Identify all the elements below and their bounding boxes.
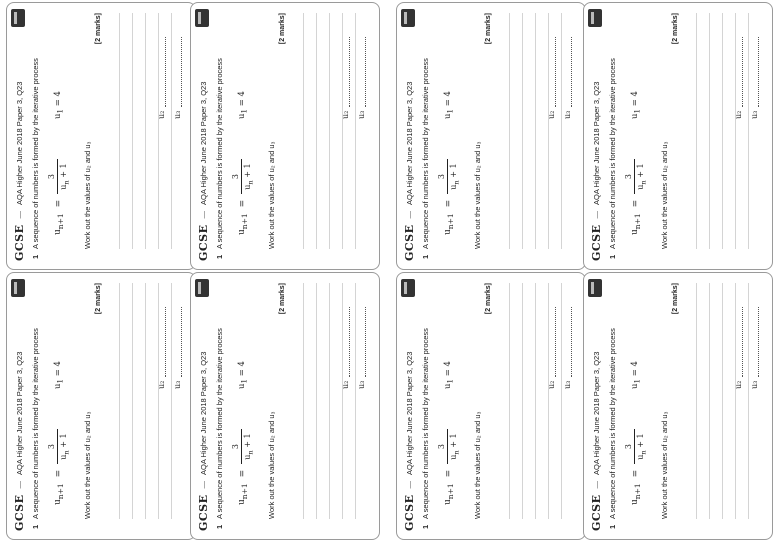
fraction: 3 $u_n + 1$ [47, 159, 71, 193]
question-number: 1 [608, 254, 617, 259]
question-stem: A sequence of numbers is formed by the iterative process [215, 58, 224, 249]
question-number: 1 [421, 524, 430, 529]
fraction: 3 $u_n + 1$ [437, 429, 461, 463]
card-header: GCSE — AQA Higher June 2018 Paper 3, Q23 [590, 351, 603, 531]
question-card [190, 2, 380, 270]
question-stem: A sequence of numbers is formed by the iterative process [215, 328, 224, 519]
question-number: 1 [215, 254, 224, 259]
question-stem: A sequence of numbers is formed by the iterative process [421, 58, 430, 249]
gcse-label: GCSE [13, 494, 26, 531]
iterative-formula: $u_{n+1}$ = 3 $u_n + 1$ [47, 429, 71, 505]
question-stem: A sequence of numbers is formed by the iterative process [31, 328, 40, 519]
answer-u2[interactable]: u₂ [157, 307, 166, 389]
gcse-label: GCSE [13, 224, 26, 261]
question-card [190, 272, 380, 540]
answer-u3[interactable]: u₃ [173, 307, 182, 389]
calculator-icon [11, 9, 25, 27]
initial-term: $u_1 = 4$ [630, 361, 642, 389]
initial-term: $u_1 = 4$ [237, 361, 249, 389]
exam-reference: AQA Higher June 2018 Paper 3, Q23 [405, 351, 414, 476]
fraction: 3 $u_n + 1$ [231, 159, 255, 193]
gcse-label: GCSE [403, 224, 416, 261]
exam-reference: AQA Higher June 2018 Paper 3, Q23 [199, 351, 208, 476]
initial-term: $u_1 = 4$ [630, 91, 642, 119]
calculator-icon [11, 279, 25, 297]
answer-u3[interactable]: u₃ [357, 307, 366, 389]
iterative-formula: $u_{n+1}$ = 3 $u_n + 1$ [231, 429, 255, 505]
gcse-label: GCSE [197, 224, 210, 261]
gcse-label: GCSE [197, 494, 210, 531]
iterative-formula: $u_{n+1}$ = 3 $u_n + 1$ [437, 159, 461, 235]
marks-label: [2 marks] [95, 13, 102, 45]
card-header: GCSE — AQA Higher June 2018 Paper 3, Q23 [590, 81, 603, 261]
calculator-icon [195, 279, 209, 297]
work-out-instruction: Work out the values of u₂ and u₃ [660, 141, 669, 249]
question-card [6, 2, 196, 270]
iterative-formula: $u_{n+1}$ = 3 $u_n + 1$ [624, 159, 648, 235]
iterative-formula: $u_{n+1}$ = 3 $u_n + 1$ [231, 159, 255, 235]
card-header: GCSE — AQA Higher June 2018 Paper 3, Q23 [13, 351, 26, 531]
marks-label: [2 marks] [279, 283, 286, 315]
answer-u2[interactable]: u₂ [547, 307, 556, 389]
gcse-label: GCSE [590, 224, 603, 261]
answer-u3[interactable]: u₃ [750, 37, 759, 119]
work-out-instruction: Work out the values of u₂ and u₃ [267, 411, 276, 519]
initial-term: $u_1 = 4$ [443, 361, 455, 389]
exam-reference: AQA Higher June 2018 Paper 3, Q23 [15, 81, 24, 206]
question-number: 1 [608, 524, 617, 529]
gcse-label: GCSE [403, 494, 416, 531]
question-card [583, 2, 773, 270]
fraction: 3 $u_n + 1$ [437, 159, 461, 193]
exam-reference: AQA Higher June 2018 Paper 3, Q23 [592, 81, 601, 206]
question-card [6, 272, 196, 540]
card-header: GCSE — AQA Higher June 2018 Paper 3, Q23 [403, 351, 416, 531]
question-number: 1 [31, 254, 40, 259]
question-number: 1 [421, 254, 430, 259]
question-stem: A sequence of numbers is formed by the iterative process [608, 328, 617, 519]
answer-u3[interactable]: u₃ [563, 307, 572, 389]
question-stem: A sequence of numbers is formed by the iterative process [608, 58, 617, 249]
marks-label: [2 marks] [672, 283, 679, 315]
exam-reference: AQA Higher June 2018 Paper 3, Q23 [15, 351, 24, 476]
iterative-formula: $u_{n+1}$ = 3 $u_n + 1$ [437, 429, 461, 505]
calculator-icon [401, 279, 415, 297]
exam-reference: AQA Higher June 2018 Paper 3, Q23 [592, 351, 601, 476]
question-stem: A sequence of numbers is formed by the iterative process [421, 328, 430, 519]
marks-label: [2 marks] [672, 13, 679, 45]
card-header: GCSE — AQA Higher June 2018 Paper 3, Q23 [13, 81, 26, 261]
calculator-icon [401, 9, 415, 27]
work-out-instruction: Work out the values of u₂ and u₃ [660, 411, 669, 519]
marks-label: [2 marks] [485, 13, 492, 45]
calculator-icon [195, 9, 209, 27]
question-card [583, 272, 773, 540]
question-card [396, 272, 586, 540]
answer-u2[interactable]: u₂ [547, 37, 556, 119]
fraction: 3 $u_n + 1$ [624, 159, 648, 193]
gcse-label: GCSE [590, 494, 603, 531]
answer-u3[interactable]: u₃ [173, 37, 182, 119]
exam-reference: AQA Higher June 2018 Paper 3, Q23 [405, 81, 414, 206]
question-number: 1 [31, 524, 40, 529]
answer-u3[interactable]: u₃ [750, 307, 759, 389]
work-out-instruction: Work out the values of u₂ and u₃ [473, 141, 482, 249]
marks-label: [2 marks] [95, 283, 102, 315]
work-out-instruction: Work out the values of u₂ and u₃ [473, 411, 482, 519]
initial-term: $u_1 = 4$ [53, 361, 65, 389]
fraction: 3 $u_n + 1$ [624, 429, 648, 463]
initial-term: $u_1 = 4$ [443, 91, 455, 119]
answer-u3[interactable]: u₃ [357, 37, 366, 119]
answer-u3[interactable]: u₃ [563, 37, 572, 119]
card-header: GCSE — AQA Higher June 2018 Paper 3, Q23 [197, 351, 210, 531]
fraction: 3 $u_n + 1$ [231, 429, 255, 463]
iterative-formula: $u_{n+1}$ = 3 $u_n + 1$ [624, 429, 648, 505]
card-header: GCSE — AQA Higher June 2018 Paper 3, Q23 [403, 81, 416, 261]
initial-term: $u_1 = 4$ [237, 91, 249, 119]
calculator-icon [588, 279, 602, 297]
work-out-instruction: Work out the values of u₂ and u₃ [83, 411, 92, 519]
fraction: 3 $u_n + 1$ [47, 429, 71, 463]
initial-term: $u_1 = 4$ [53, 91, 65, 119]
question-card [396, 2, 586, 270]
work-out-instruction: Work out the values of u₂ and u₃ [267, 141, 276, 249]
work-out-instruction: Work out the values of u₂ and u₃ [83, 141, 92, 249]
marks-label: [2 marks] [279, 13, 286, 45]
question-number: 1 [215, 524, 224, 529]
calculator-icon [588, 9, 602, 27]
answer-u2[interactable]: u₂ [341, 307, 350, 389]
iterative-formula: $u_{n+1}$ = 3 $u_n + 1$ [47, 159, 71, 235]
question-stem: A sequence of numbers is formed by the iterative process [31, 58, 40, 249]
answer-u2[interactable]: u₂ [157, 37, 166, 119]
marks-label: [2 marks] [485, 283, 492, 315]
exam-reference: AQA Higher June 2018 Paper 3, Q23 [199, 81, 208, 206]
answer-u2[interactable]: u₂ [734, 307, 743, 389]
answer-u2[interactable]: u₂ [734, 37, 743, 119]
answer-u2[interactable]: u₂ [341, 37, 350, 119]
card-header: GCSE — AQA Higher June 2018 Paper 3, Q23 [197, 81, 210, 261]
